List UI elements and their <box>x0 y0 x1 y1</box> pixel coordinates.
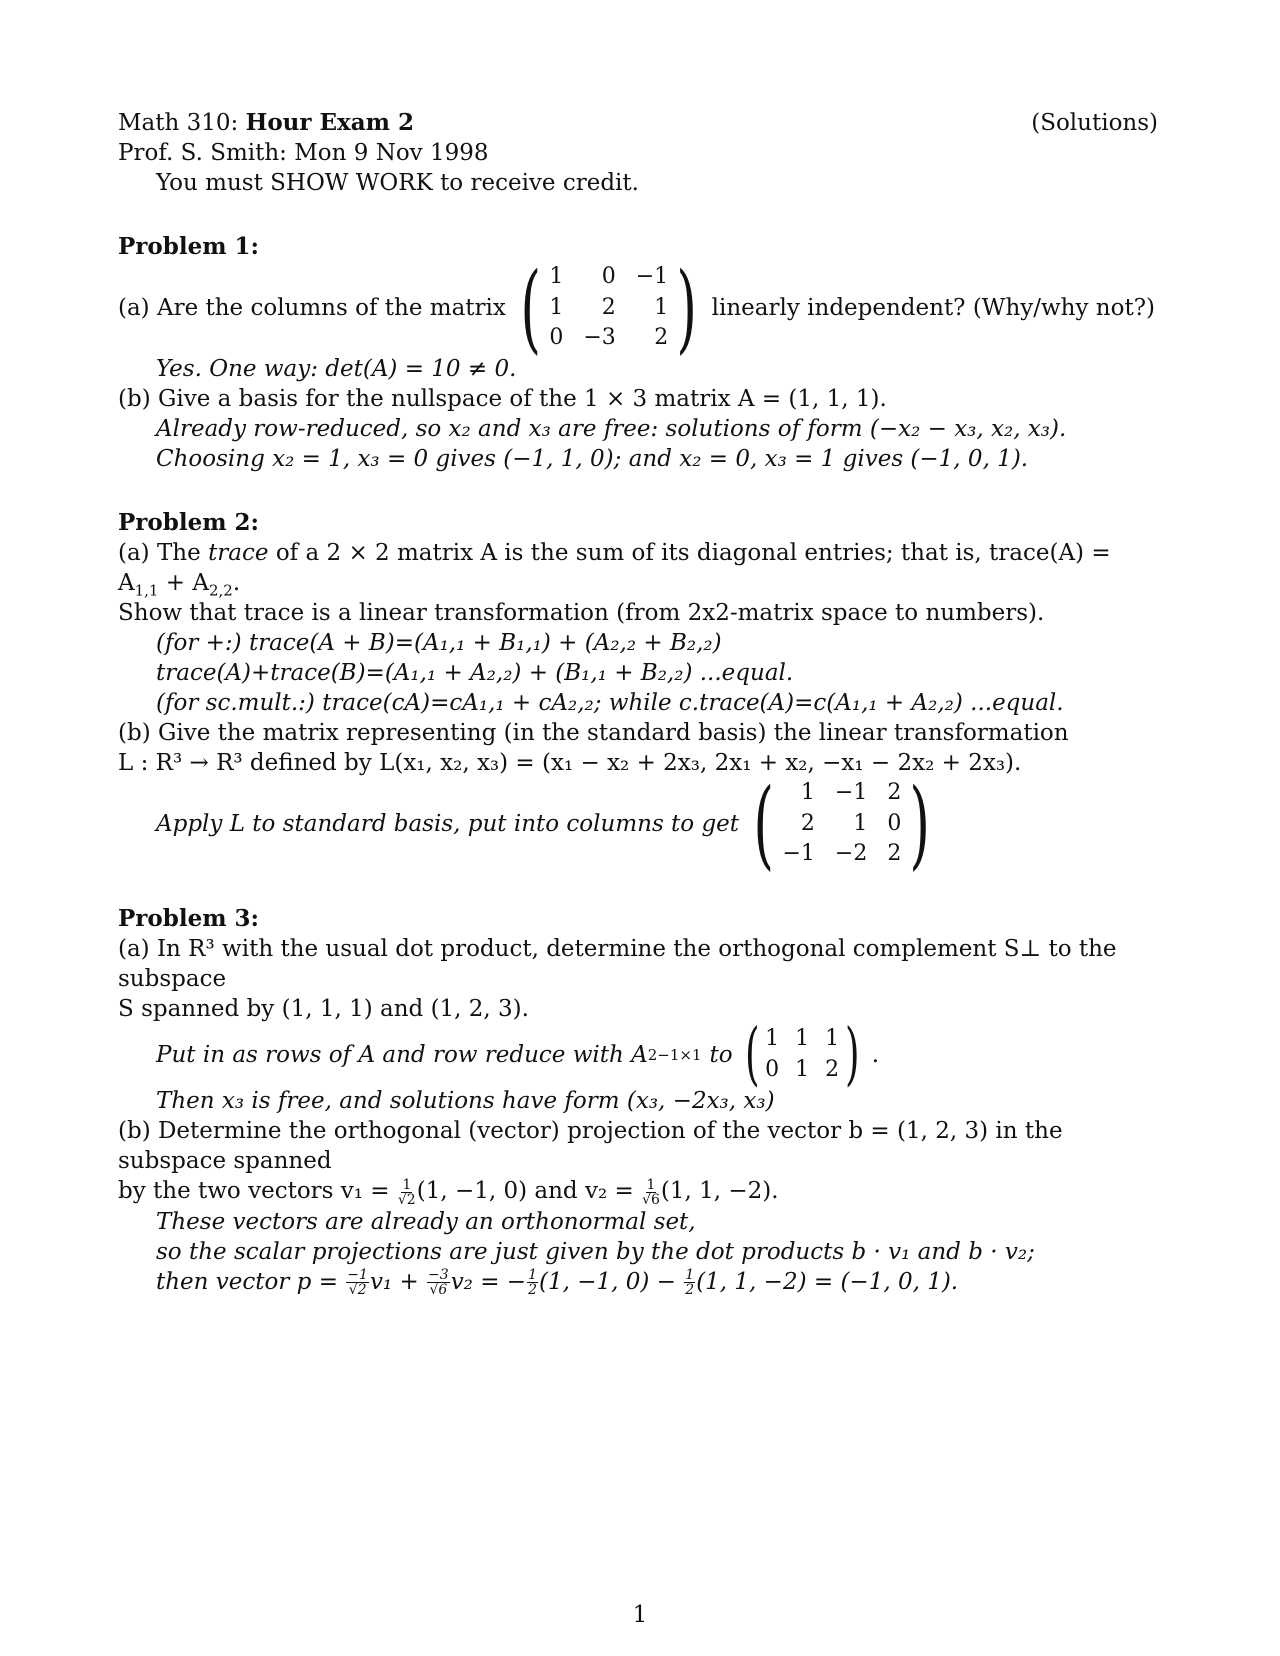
p3b-text: (1, −1, 0) and v₂ = <box>416 1178 634 1204</box>
problem-1-title: Problem 1: <box>118 233 260 260</box>
p2a-line-2: Show that trace is a linear transformation (from 2x2-matrix space to numbers). <box>118 600 1045 626</box>
prof-line: Prof. S. Smith: Mon 9 Nov 1998 <box>118 140 489 166</box>
p2-matrix: ( 1 −1 2 2 1 0 −1 −2 2 ) <box>753 768 931 880</box>
p3b-answer-2: so the scalar projections are just given by the dot products b · v₁ and b · v₂; <box>156 1238 1035 1265</box>
p3b-text: (1, 1, −2). <box>660 1178 779 1204</box>
p2b-answer <box>118 768 1158 880</box>
p2a-text: + A <box>158 570 209 596</box>
course-label: Math 310: <box>118 110 239 136</box>
p2a-answer-3: (for sc.mult.:) trace(cA)=cA₁,₁ + cA₂,₂; while c.trace(A)=c(A₁,₁ + A₂,₂) ...equal. <box>156 690 1064 716</box>
p1b-answer-1: Already row-reduced, so x₂ and x₃ are free: solutions of form (−x₂ − x₃, x₂, x₃). <box>156 416 1067 442</box>
matrix-cell: 0 <box>887 810 902 836</box>
p2b-line-1: (b) Give the matrix representing (in the standard basis) the linear transformation <box>118 720 1069 746</box>
p3b-text: (1, 1, −2) = (−1, 0, 1). <box>696 1268 959 1295</box>
p3a-answer-2: Then x₃ is free, and solutions have form (x₃, −2x₃, x₃) <box>156 1088 775 1114</box>
matrix-cell: 0 <box>765 1057 780 1082</box>
matrix-cell: 1 <box>853 810 868 836</box>
p2b-line-2: L : R³ → R³ defined by L(x₁, x₂, x₃) = (x₁ − x₂ + 2x₃, 2x₁ + x₂, −x₁ − 2x₂ + 2x₃). <box>118 750 1022 776</box>
p3a-answer-1: Put in as rows of A and row reduce with A 2 −1×1 to ( 1 1 1 0 1 2 ) . <box>156 1015 879 1094</box>
subscript: 1,1 <box>134 581 159 600</box>
matrix-cell: 1 <box>800 780 815 805</box>
matrix-cell: −3 <box>583 325 616 351</box>
instruction: You must SHOW WORK to receive credit. <box>156 170 639 196</box>
p3b-text: v₁ + <box>369 1268 419 1295</box>
fraction: $\frac{1}{√6}$ <box>642 1176 660 1208</box>
p2a-text: of a 2 × 2 matrix A is the sum of its diagonal entries; that is, trace(A) = A <box>118 540 1111 596</box>
p1-matrix: ( 1 0 −1 1 2 1 0 −3 2 ) <box>520 252 698 364</box>
p3b-answer-3 <box>118 1267 1158 1298</box>
fraction: $\frac{1}{2}$ <box>685 1267 695 1298</box>
p2b-answer-text: Apply L to standard basis, put into columns to get <box>156 811 740 837</box>
p3b-answer-1: These vectors are already an orthonormal set, <box>156 1208 696 1235</box>
p1b-question: (b) Give a basis for the nullspace of the 1 × 3 matrix A = (1, 1, 1). <box>118 386 887 412</box>
p1a-suffix: linearly independent? (Why/why not?) <box>711 295 1156 321</box>
matrix-cell: 0 <box>601 264 616 289</box>
matrix-cell: 1 <box>654 294 669 320</box>
matrix-cell: 1 <box>549 294 564 320</box>
p2a-line-1 <box>118 538 1158 598</box>
p3-matrix: ( 1 1 1 0 1 2 ) <box>744 1015 860 1094</box>
fraction: $\frac{-3}{√6}$ <box>428 1267 449 1298</box>
p1a-prefix: (a) Are the columns of the matrix <box>118 295 506 321</box>
subscript: 2,2 <box>209 581 233 600</box>
matrix-cell: 1 <box>825 1026 840 1051</box>
exam-title: Hour Exam 2 <box>245 109 415 136</box>
matrix-cell: 2 <box>887 780 902 805</box>
matrix-cell: 2 <box>800 810 815 836</box>
matrix-cell: 0 <box>549 325 564 351</box>
fraction: $\frac{1}{2}$ <box>528 1267 537 1298</box>
p3b-text: v₂ = − <box>450 1268 527 1295</box>
header-line <box>118 108 1158 138</box>
matrix-cell: −1 <box>782 841 815 867</box>
matrix-cell: −1 <box>834 780 868 805</box>
p2a-text: . <box>232 570 241 596</box>
p2a-answer-1: (for +:) trace(A + B)=(A₁,₁ + B₁,₁) + (A₂,₂ + B₂,₂) <box>156 630 722 656</box>
matrix-cell: 1 <box>795 1026 810 1051</box>
matrix-cell: −1 <box>635 264 669 289</box>
p1a-question <box>118 252 1158 364</box>
p3a-line-1: (a) In R³ with the usual dot product, determine the orthogonal complement S⊥ to the subspace <box>118 936 1117 992</box>
p3b-line-2 <box>118 1176 1158 1207</box>
problem-2-title: Problem 2: <box>118 509 260 536</box>
p2a-trace-word: trace <box>208 540 269 566</box>
p3b-text: (1, −1, 0) − <box>539 1268 676 1295</box>
p3a-line-2: S spanned by (1, 1, 1) and (1, 2, 3). <box>118 996 529 1022</box>
problem-3-title: Problem 3: <box>118 905 260 932</box>
p3b-text: by the two vectors v₁ = <box>118 1178 390 1204</box>
p1b-answer-2: Choosing x₂ = 1, x₃ = 0 gives (−1, 1, 0); and x₂ = 0, x₃ = 1 gives (−1, 0, 1). <box>156 446 1029 472</box>
matrix-cell: 1 <box>795 1057 810 1082</box>
p3b-line-1: (b) Determine the orthogonal (vector) projection of the vector b = (1, 2, 3) in the subspace spanned <box>118 1118 1063 1174</box>
matrix-cell: 2 <box>601 294 616 320</box>
matrix-cell: 2 <box>887 841 902 867</box>
matrix-cell: 1 <box>549 264 564 289</box>
p2a-text: (a) The <box>118 540 201 566</box>
p1a-answer: Yes. One way: det(A) = 10 ≠ 0. <box>156 356 517 382</box>
page-number: 1 <box>632 1602 648 1628</box>
fraction: $\frac{-1}{√2}$ <box>347 1267 368 1298</box>
exam-page <box>118 108 1158 1297</box>
p3a-period: . <box>871 1042 879 1068</box>
matrix-cell: 1 <box>765 1026 780 1051</box>
matrix-cell: −2 <box>834 841 868 867</box>
solutions-label: (Solutions) <box>1031 110 1158 136</box>
matrix-cell: 2 <box>654 325 669 351</box>
p3b-text: then vector p = <box>156 1268 338 1295</box>
p3a-to: to <box>709 1042 733 1068</box>
fraction: $\frac{1}{√2}$ <box>397 1176 416 1208</box>
matrix-cell: 2 <box>825 1057 840 1082</box>
p2a-answer-2: trace(A)+trace(B)=(A₁,₁ + A₂,₂) + (B₁,₁ + B₂,₂) ...equal. <box>156 660 794 686</box>
p3a-answer-text: Put in as rows of A and row reduce with A <box>156 1042 648 1068</box>
